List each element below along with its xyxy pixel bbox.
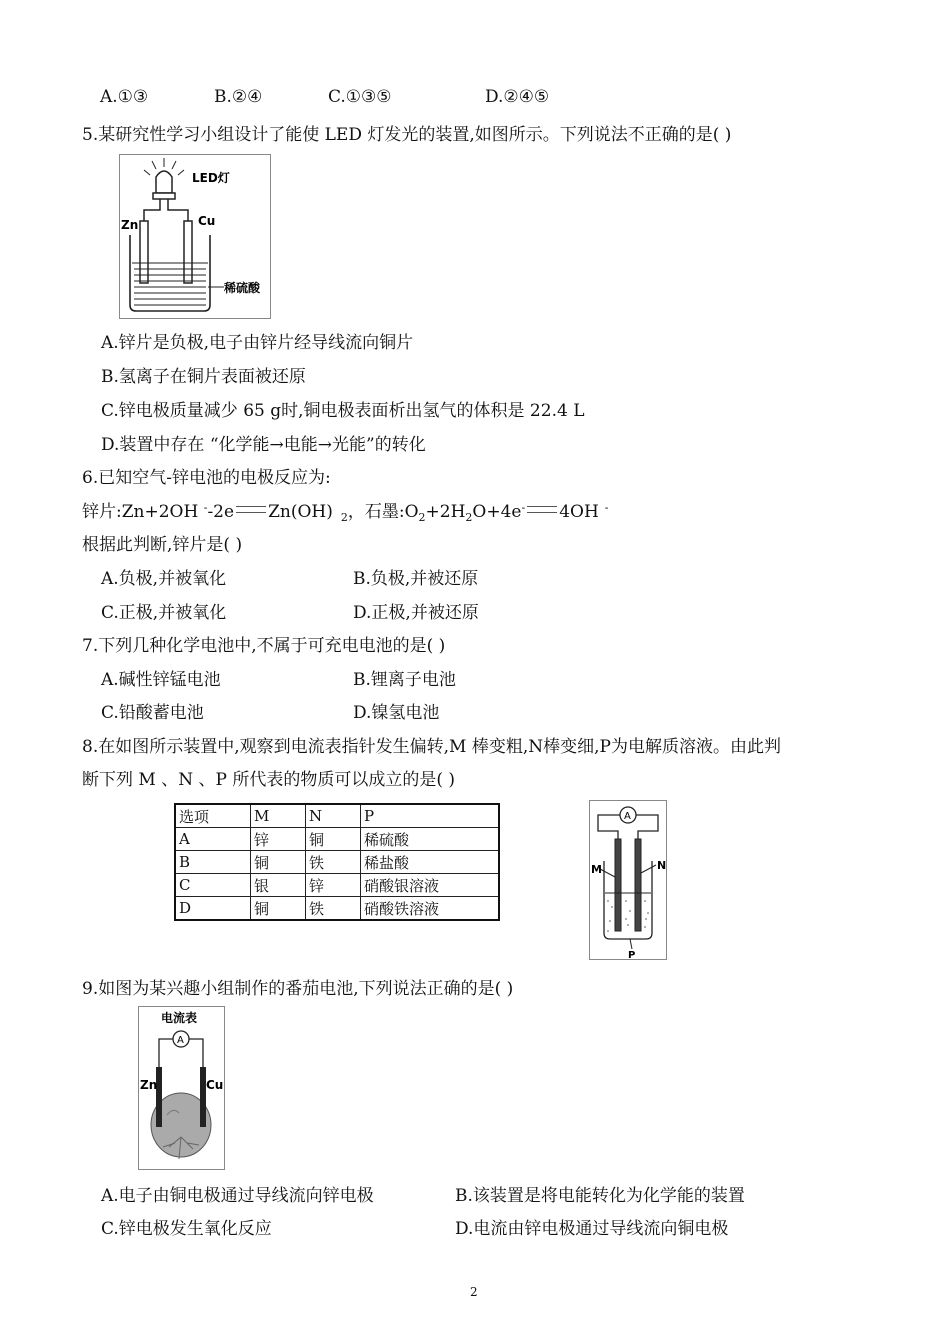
table-header-row <box>175 804 499 828</box>
eq-e-minus: - <box>521 501 526 514</box>
q9-tomato-battery-figure <box>138 1006 225 1170</box>
q6-option-b: B.负极,并被还原 <box>353 569 479 589</box>
table-row <box>175 851 499 874</box>
q4-option-b: B.②④ <box>214 87 263 107</box>
eq-product-minus: - <box>604 501 609 514</box>
q6-option-a: A.负极,并被氧化 <box>101 569 227 589</box>
q9-option-b: B.该装置是将电能转化为化学能的装置 <box>455 1186 745 1206</box>
equals-sign-icon <box>236 506 266 513</box>
table-cell: 铜 <box>251 851 306 874</box>
q8-stem-line1: 8.在如图所示装置中,观察到电流表指针发生偏转,M 棒变粗,N棒变细,P为电解质溶液。由此判 <box>82 737 781 757</box>
table-cell: 硝酸铁溶液 <box>361 897 500 921</box>
table-cell: 铁 <box>306 851 361 874</box>
table-cell: A <box>175 828 251 851</box>
q6-option-d: D.正极,并被还原 <box>353 603 479 623</box>
tomato-battery-diagram <box>139 1007 224 1169</box>
cu-label: Cu <box>198 214 216 228</box>
q5-option-a: A.锌片是负极,电子由锌片经导线流向铜片 <box>101 333 414 353</box>
led-circuit-diagram <box>120 155 270 318</box>
eq-h-sub: 2 <box>465 511 473 524</box>
table-cell: 锌 <box>306 874 361 897</box>
eq-zn-sub: 2 <box>340 511 348 524</box>
q7-option-b: B.锂离子电池 <box>353 670 456 690</box>
q7-option-c: C.铅酸蓄电池 <box>101 703 204 723</box>
q8-apparatus-figure <box>589 800 667 960</box>
table-cell: 硝酸银溶液 <box>361 874 500 897</box>
q6-judge: 根据此判断,锌片是( ) <box>82 535 243 555</box>
table-cell: B <box>175 851 251 874</box>
zn-label: Zn <box>121 218 139 232</box>
q4-option-d: D.②④⑤ <box>485 87 550 107</box>
table-row <box>175 874 499 897</box>
q7-stem: 7.下列几种化学电池中,不属于可充电电池的是( ) <box>82 636 446 656</box>
eq-o-sub: 2 <box>418 511 426 524</box>
table-cell: D <box>175 897 251 921</box>
q4-option-c: C.①③⑤ <box>328 87 392 107</box>
q7-option-a: A.碱性锌锰电池 <box>101 670 221 690</box>
table-row <box>175 897 499 921</box>
table-header-cell: P <box>361 804 500 828</box>
q5-stem: 5.某研究性学习小组设计了能使 LED 灯发光的装置,如图所示。下列说法不正确的是( ) <box>82 125 732 145</box>
cu-label: Cu <box>206 1078 224 1092</box>
table-cell: 铜 <box>306 828 361 851</box>
eq-product: 4OH <box>559 502 599 522</box>
q5-led-apparatus-figure <box>119 154 271 319</box>
meter-label: 电流表 <box>161 1011 198 1025</box>
equals-sign-icon <box>527 506 557 513</box>
q5-option-d: D.装置中存在 “化学能→电能→光能”的转化 <box>101 435 426 455</box>
q8-stem-line2: 断下列 M 、N 、P 所代表的物质可以成立的是( ) <box>82 770 456 790</box>
q6-option-c: C.正极,并被氧化 <box>101 603 227 623</box>
table-cell: C <box>175 874 251 897</box>
q9-option-c: C.锌电极发生氧化反应 <box>101 1219 272 1239</box>
q9-option-a: A.电子由铜电极通过导线流向锌电极 <box>101 1186 374 1206</box>
q9-option-d: D.电流由锌电极通过导线流向铜电极 <box>455 1219 729 1239</box>
table-cell: 银 <box>251 874 306 897</box>
eq-zn-mid: -2e <box>207 502 235 522</box>
eq-h2o: +2H <box>425 502 466 522</box>
table-cell: 铜 <box>251 897 306 921</box>
q7-option-d: D.镍氢电池 <box>353 703 440 723</box>
eq-zn-product: Zn(OH) <box>268 502 333 522</box>
page-number: 2 <box>470 1285 478 1299</box>
table-cell: 锌 <box>251 828 306 851</box>
ammeter-label: A <box>624 811 631 822</box>
zn-label: Zn <box>140 1078 158 1092</box>
eq-zn-minus: - <box>203 501 208 514</box>
q9-stem: 9.如图为某兴趣小组制作的番茄电池,下列说法正确的是( ) <box>82 979 514 999</box>
q6-equations <box>82 497 609 524</box>
acid-label: 稀硫酸 <box>224 281 261 295</box>
table-header-cell: 选项 <box>175 804 251 828</box>
table-row <box>175 828 499 851</box>
table-cell: 稀硫酸 <box>361 828 500 851</box>
q8-options-table <box>174 803 500 921</box>
eq-rest: O+4e <box>472 502 522 522</box>
table-header-cell: M <box>251 804 306 828</box>
q4-option-a: A.①③ <box>100 87 149 107</box>
q6-stem: 6.已知空气-锌电池的电极反应为: <box>82 468 331 488</box>
n-label: N <box>657 859 666 872</box>
q5-option-c: C.锌电极质量减少 65 g时,铜电极表面析出氢气的体积是 22.4 L <box>101 401 585 421</box>
ammeter-circuit-diagram <box>590 801 666 959</box>
table-cell: 稀盐酸 <box>361 851 500 874</box>
q5-option-b: B.氢离子在铜片表面被还原 <box>101 367 306 387</box>
eq-sep: ，石墨:O <box>347 502 419 522</box>
m-label: M <box>591 863 602 876</box>
led-bulb-icon <box>156 171 172 193</box>
table-cell: 铁 <box>306 897 361 921</box>
led-label: LED灯 <box>192 171 230 185</box>
p-label: P <box>628 950 636 959</box>
eq-zn-prefix: 锌片:Zn+2OH <box>82 502 204 522</box>
table-header-cell: N <box>306 804 361 828</box>
ammeter-label: A <box>177 1035 184 1046</box>
